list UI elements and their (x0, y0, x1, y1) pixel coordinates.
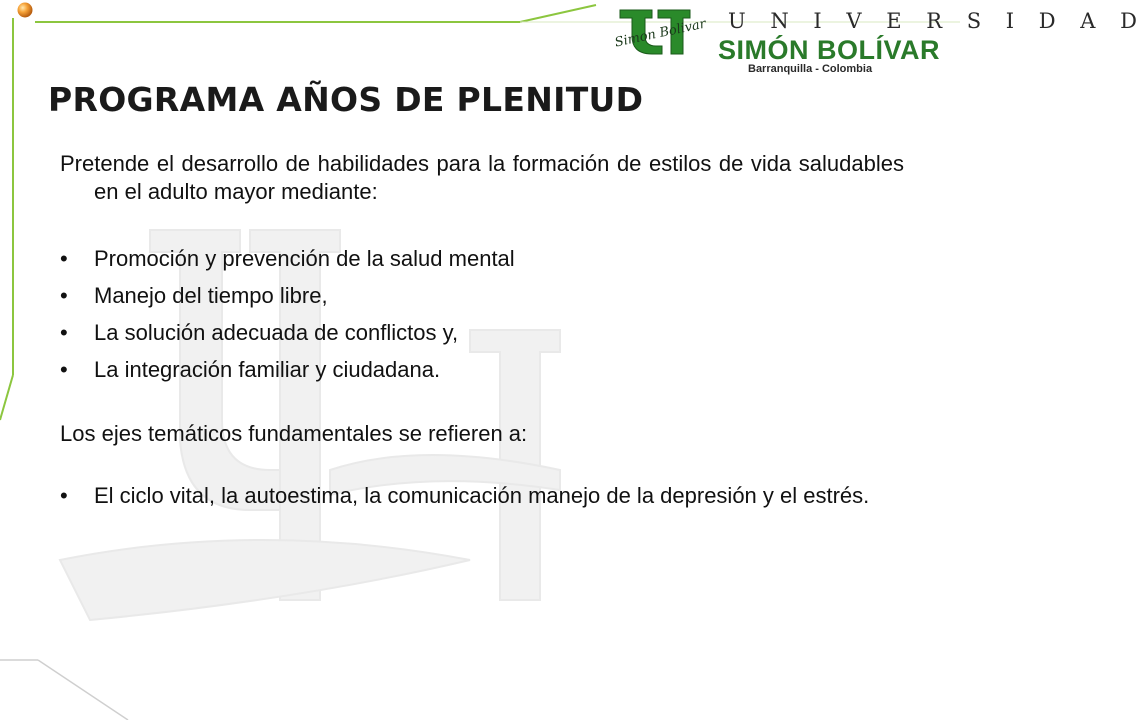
intro-paragraph: Pretende el desarrollo de habilidades para la formación de estilos de vida saludables en el adulto mayor mediante: (60, 151, 904, 204)
bullet-icon: • (60, 320, 68, 345)
bullet-text: Promoción y prevención de la salud mental (94, 246, 515, 271)
bullet-item (60, 482, 904, 510)
bullet-text: El ciclo vital, la autoestima, la comunicación manejo de la depresión y el estrés. (94, 483, 870, 508)
slide-body (60, 150, 904, 510)
ejes-paragraph: Los ejes temáticos fundamentales se refieren a: (60, 421, 528, 446)
logo-city: Barranquilla - Colombia (748, 63, 873, 75)
bullet-text: La integración familiar y ciudadana. (94, 357, 441, 382)
bullet-icon: • (60, 357, 68, 382)
bullet-text: Manejo del tiempo libre, (94, 283, 328, 308)
bullet-icon: • (60, 283, 68, 308)
bullet-item (60, 356, 904, 384)
bullet-text: La solución adecuada de conflictos y, (94, 320, 459, 345)
bullet-icon: • (60, 246, 68, 271)
logo-universidad: U N I V E R S I D A D (728, 9, 1146, 33)
logo-simon-bolivar: SIMÓN BOLÍVAR (718, 35, 940, 65)
slide-title: PROGRAMA AÑOS DE PLENITUD (48, 80, 644, 119)
bullet-item (60, 245, 904, 273)
bullet-item (60, 282, 904, 310)
logo-script: Simon Bolivar (613, 16, 708, 51)
bullet-icon: • (60, 483, 68, 508)
orb-icon (18, 3, 33, 18)
university-logo (612, 6, 1146, 78)
bullet-item (60, 319, 904, 347)
